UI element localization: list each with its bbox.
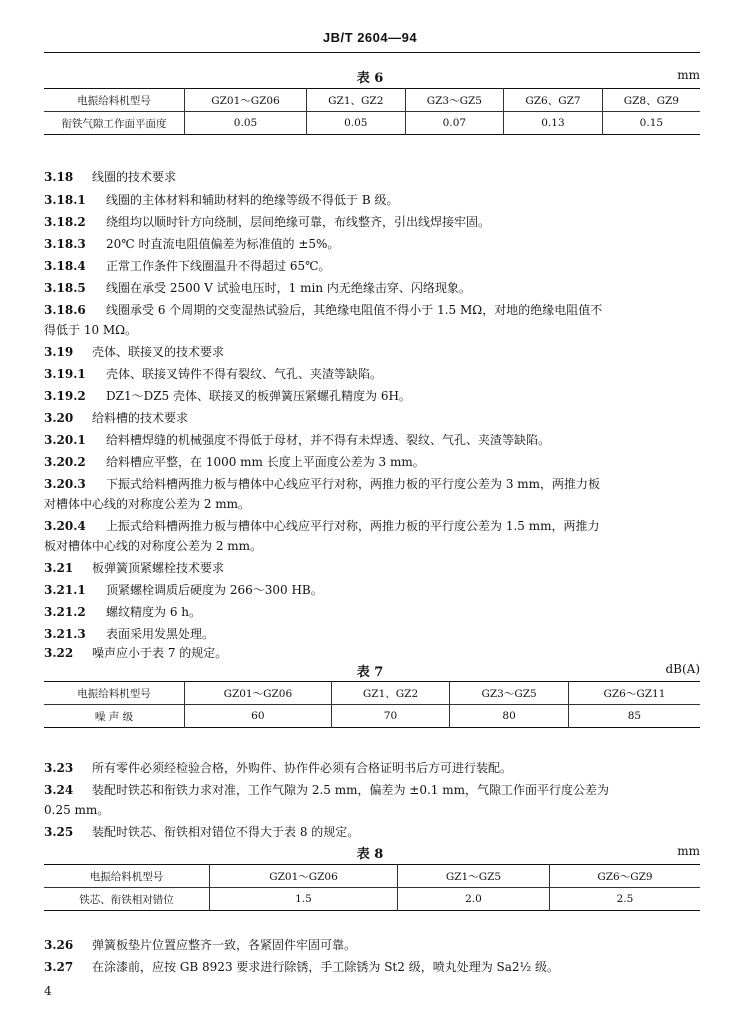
clause: 3.24 装配时铁芯和衔铁力求对准，工作气隙为 2.5 mm，偏差为 ±0.1 mm，气隙工作面平行度公差为: [44, 783, 609, 797]
clause: 3.19.2 DZ1～DZ5 壳体、联接叉的板弹簧压紧螺孔精度为 6H。: [44, 389, 411, 403]
clause: 3.18.4 正常工作条件下线圈温升不得超过 65℃。: [44, 259, 331, 273]
table8-unit: mm: [677, 844, 700, 858]
table-cell: 0.05: [185, 112, 307, 135]
table-cell: 1.5: [210, 888, 398, 911]
clause: 3.20 给料槽的技术要求: [44, 411, 189, 425]
clause: 3.21.3 表面采用发黑处理。: [44, 627, 215, 641]
table8-caption: 表 8: [356, 847, 384, 862]
clause: 3.19.1 壳体、联接叉铸件不得有裂纹、气孔、夹渣等缺陷。: [44, 367, 383, 381]
clause: 3.21.2 螺纹精度为 6 h。: [44, 605, 201, 619]
document-header: JB/T 2604—94: [322, 30, 418, 45]
table-cell: 铁芯、衔铁相对错位: [79, 893, 174, 906]
table-cell: 2.0: [398, 888, 550, 911]
clause: 3.18.6 线圈承受 6 个周期的交变湿热试验后，其绝缘电阻值不得小于 1.5 MΩ，对地的绝缘电阻值不: [44, 303, 603, 317]
table-cell: GZ6、GZ7: [504, 89, 603, 112]
table-row: [44, 89, 700, 112]
clause: 3.21 板弹簧顶紧螺栓技术要求: [44, 561, 225, 575]
table6: [44, 88, 700, 135]
clause: 3.20.2 给料槽应平整，在 1000 mm 长度上平面度公差为 3 mm。: [44, 455, 425, 469]
header-rule: [44, 52, 700, 53]
table-cell: 0.05: [307, 112, 406, 135]
table7-caption: 表 7: [356, 665, 384, 680]
clause: 3.19 壳体、联接叉的技术要求: [44, 345, 225, 359]
clause-continuation: 得低于 10 MΩ。: [44, 323, 138, 337]
table-cell: 0.07: [405, 112, 504, 135]
clause: 3.21.1 顶紧螺栓调质后硬度为 266～300 HB。: [44, 583, 323, 597]
table-cell: GZ3～GZ5: [450, 682, 569, 705]
clause: 3.23 所有零件必须经检验合格，外购件、协作件必须有合格证明书后方可进行装配。: [44, 761, 513, 775]
table-cell: GZ1、GZ2: [331, 682, 450, 705]
page-number: 4: [44, 984, 52, 998]
table-cell: 80: [450, 705, 569, 728]
table-cell: 电振给料机型号: [44, 865, 210, 888]
table6-caption: 表 6: [356, 71, 384, 86]
clause-continuation: 对槽体中心线的对称度公差为 2 mm。: [44, 497, 251, 511]
clause: 3.27 在涂漆前，应按 GB 8923 要求进行除锈，手工除锈为 St2 级，喷丸处理为 Sa2½ 级。: [44, 960, 559, 974]
table-cell: GZ01～GZ06: [185, 89, 307, 112]
clause-continuation: 0.25 mm。: [44, 803, 110, 817]
clause: 3.18.5 线圈在承受 2500 V 试验电压时，1 min 内无绝缘击穿、闪络现象。: [44, 281, 471, 295]
table-cell: GZ01～GZ06: [185, 682, 332, 705]
table-cell: 噪 声 级: [94, 710, 134, 723]
table7: [44, 681, 700, 728]
clause: 3.20.3 下振式给料槽两推力板与槽体中心线应平行对称，两推力板的平行度公差为 3 mm，两推力板: [44, 477, 601, 491]
table-row: [44, 865, 700, 888]
table-row: [44, 888, 700, 911]
table-cell: GZ6～GZ11: [568, 682, 700, 705]
clause: 3.25 装配时铁芯、衔铁相对错位不得大于表 8 的规定。: [44, 825, 360, 839]
table-row: [44, 705, 700, 728]
table6-unit: mm: [677, 68, 700, 82]
clause-continuation: 板对槽体中心线的对称度公差为 2 mm。: [44, 539, 263, 553]
table-cell: 2.5: [549, 888, 700, 911]
table-row: [44, 112, 700, 135]
clause: 3.18.1 线圈的主体材料和辅助材料的绝缘等级不得低于 B 级。: [44, 193, 399, 207]
table-cell: 0.13: [504, 112, 603, 135]
table-cell: GZ3～GZ5: [405, 89, 504, 112]
clause: 3.20.1 给料槽焊缝的机械强度不得低于母材，并不得有未焊透、裂纹、气孔、夹渣等缺陷。: [44, 433, 551, 447]
clause: 3.18.3 20℃ 时直流电阻值偏差为标准值的 ±5%。: [44, 237, 340, 251]
table-cell: GZ6～GZ9: [549, 865, 700, 888]
table-cell: GZ1、GZ2: [307, 89, 406, 112]
table-cell: 60: [185, 705, 332, 728]
clause: 3.18 线圈的技术要求: [44, 170, 177, 184]
table-cell: GZ8、GZ9: [602, 89, 700, 112]
clause: 3.18.2 绕组均以顺时针方向绕制，层间绝缘可靠，布线整齐，引出线焊接牢固。: [44, 215, 491, 229]
table-row: [44, 682, 700, 705]
table-cell: 衔铁气隙工作面平面度: [61, 117, 167, 130]
table-cell: 电振给料机型号: [44, 682, 185, 705]
clause: 3.22 噪声应小于表 7 的规定。: [44, 646, 228, 660]
table-cell: 70: [331, 705, 450, 728]
clause: 3.20.4 上振式给料槽两推力板与槽体中心线应平行对称，两推力板的平行度公差为 1.5 mm，两推力: [44, 519, 600, 533]
table-cell: 电振给料机型号: [44, 89, 185, 112]
clause: 3.26 弹簧板垫片位置应整齐一致，各紧固件牢固可靠。: [44, 938, 357, 952]
table8: [44, 864, 700, 911]
table-cell: GZ1～GZ5: [398, 865, 550, 888]
table-cell: 85: [568, 705, 700, 728]
table7-unit: dB(A): [665, 662, 700, 676]
table-cell: GZ01～GZ06: [210, 865, 398, 888]
table-cell: 0.15: [602, 112, 700, 135]
